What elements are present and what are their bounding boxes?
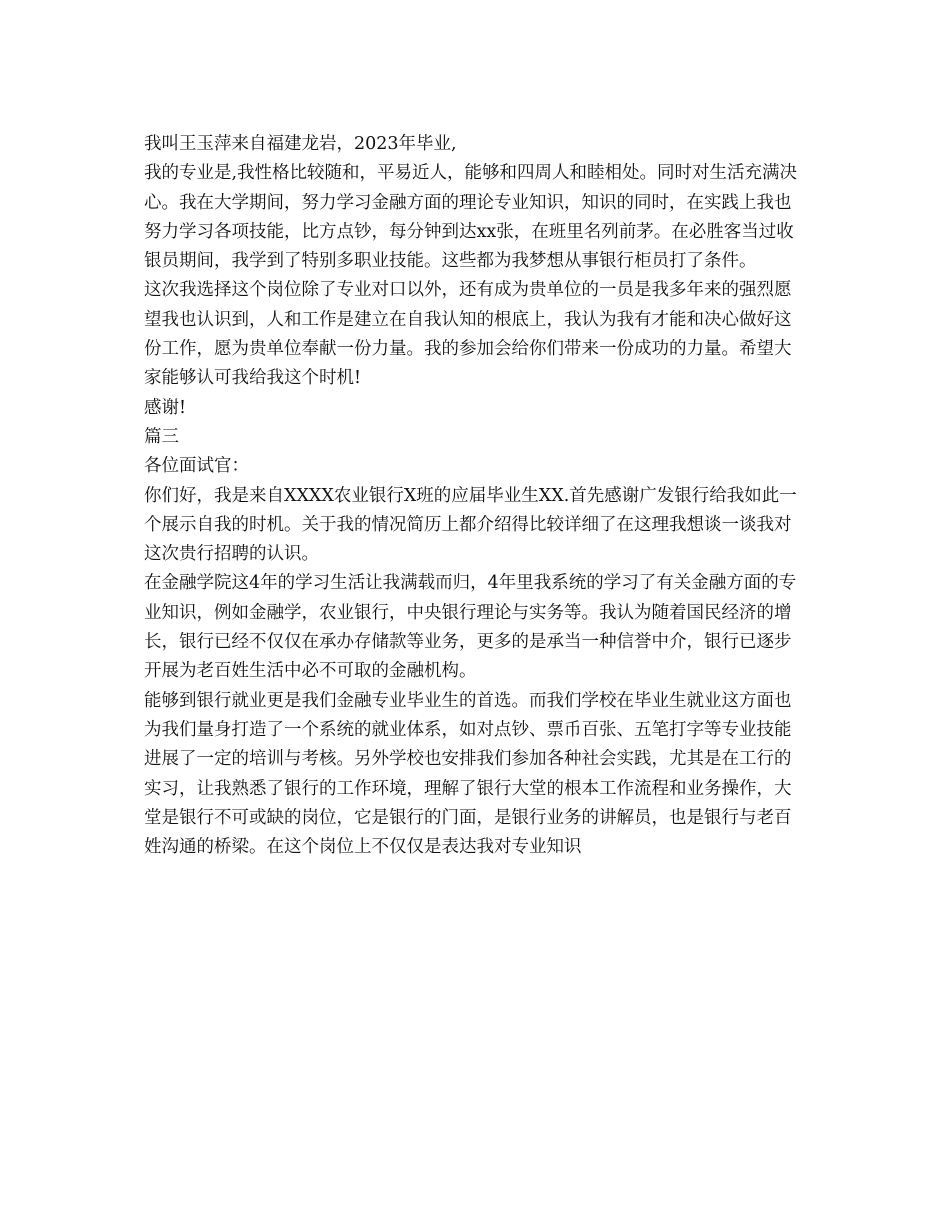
paragraph-education: 在金融学院这4年的学习生活让我满载而归，4年里我系统的学习了有关金融方面的专业知识，例如金融学，农业银行，中央银行理论与实务等。我认为随着国民经济的增长，银行已经不仅仅在承办存储款等业务，更多的是承当一种信誉中介，银行已逐步开展为老百姓生活中必不可取的金融机构。 bbox=[144, 573, 797, 682]
paragraph-thanks: 感谢! bbox=[144, 397, 187, 418]
paragraph-motivation: 这次我选择这个岗位除了专业对口以外，还有成为贵单位的一员是我多年来的强烈愿望我也认识到，人和工作是建立在自我认知的根底上，我认为我有才能和决心做好这份工作，愿为贵单位奉献一份力量。我的参加会给你们带来一份成功的力量。希望大家能够认可我给我这个时机! bbox=[144, 280, 792, 389]
paragraph-employment: 能够到银行就业更是我们金融专业毕业生的首选。而我们学校在毕业生就业这方面也为我们量身打造了一个系统的就业体系，如对点钞、票币百张、五笔打字等专业技能进展了一定的培训与考核。另外学校也安排我们参加各种社会实践，尤其是在工行的实习，让我熟悉了银行的工作环境，理解了银行大堂的根本工作流程和业务操作，大堂是银行不可或缺的岗位，它是银行的门面，是银行业务的讲解员，也是银行与老百姓沟通的桥梁。在这个岗位上不仅仅是表达我对专业知识 bbox=[144, 690, 792, 858]
paragraph-intro: 我叫王玉萍来自福建龙岩，2023年毕业, bbox=[144, 134, 457, 154]
section-heading: 篇三 bbox=[144, 426, 179, 447]
salutation: 各位面试官： bbox=[144, 456, 249, 477]
paragraph-personality: 我的专业是,我性格比较随和，平易近人，能够和四周人和睦相处。同时对生活充满决心。我在大学期间，努力学习金融方面的理论专业知识，知识的同时，在实践上我也努力学习各项技能，比方点钞，每分钟到达xx张，在班里名列前茅。在必胜客当过收银员期间，我学到了特别多职业技能。这些都为我梦想从事银行柜员打了条件。 bbox=[144, 163, 798, 272]
document-body bbox=[144, 130, 808, 862]
paragraph-greeting: 你们好，我是来自XXXX农业银行X班的应届毕业生XX.首先感谢广发银行给我如此一个展示自我的时机。关于我的情况简历上都介绍得比较详细了在这理我想谈一谈我对这次贵行招聘的认识。 bbox=[144, 485, 797, 565]
